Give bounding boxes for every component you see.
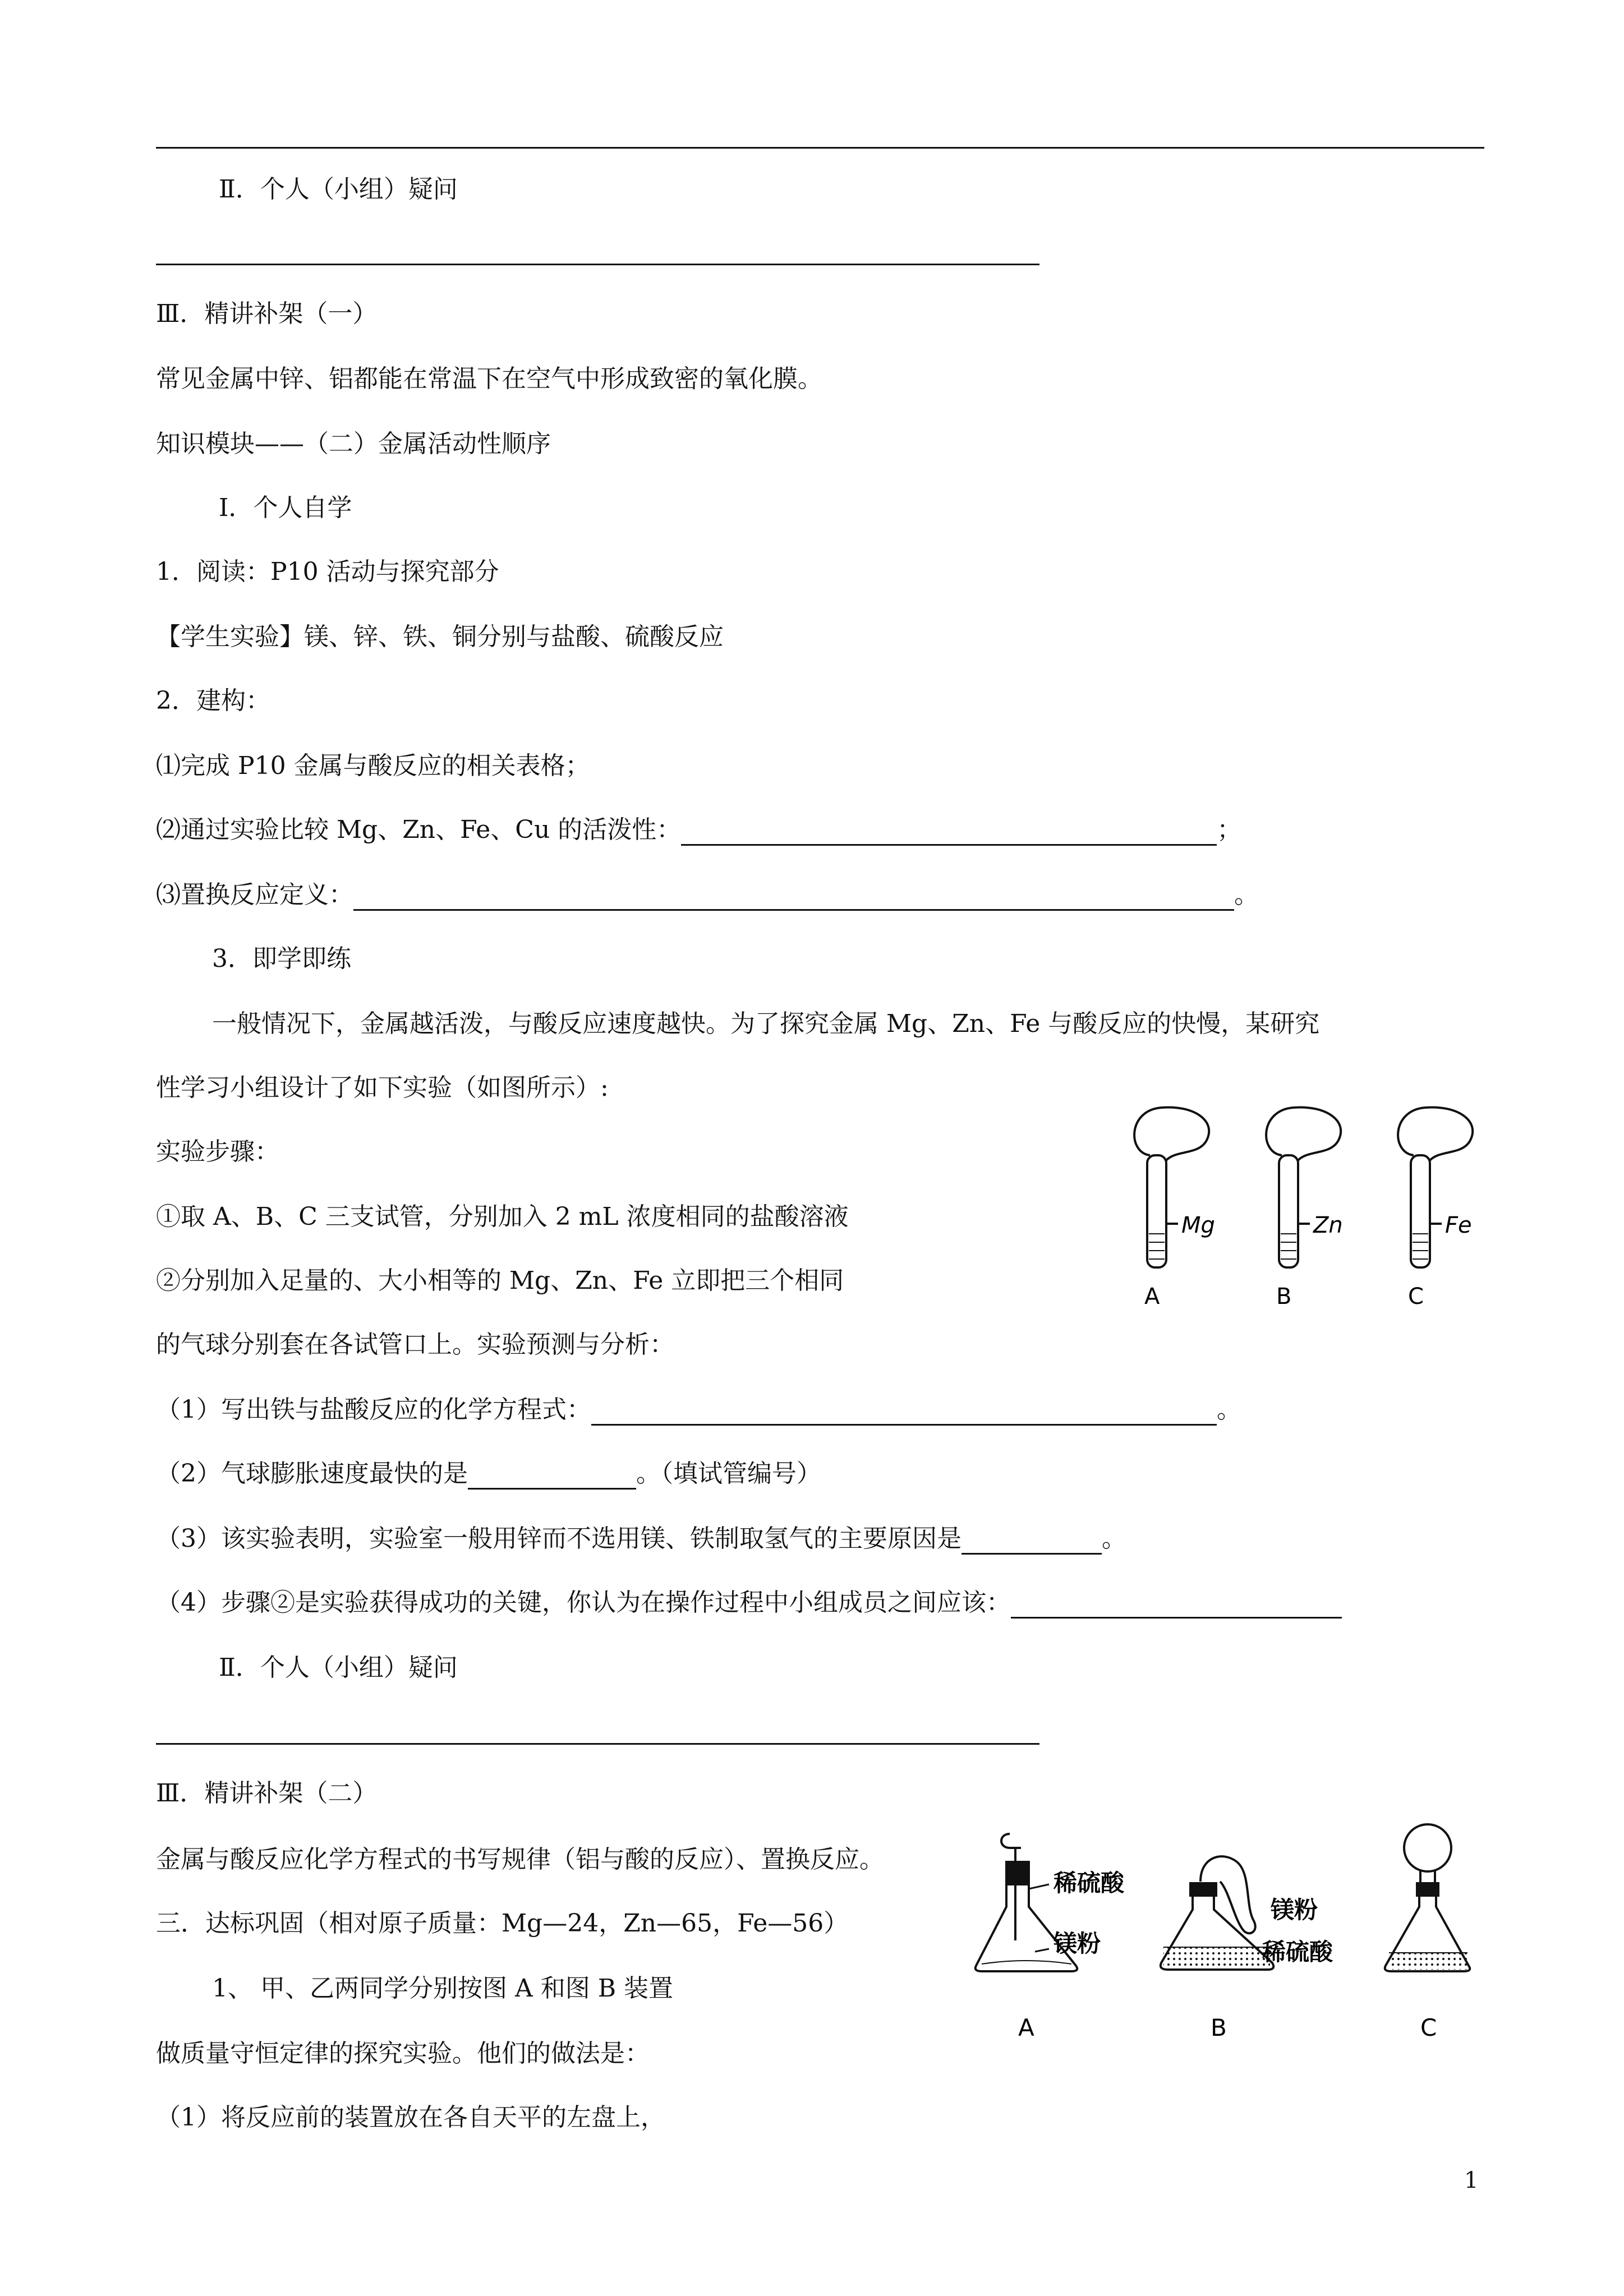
construct-item-3-end: 。 — [1234, 880, 1259, 909]
note-oxide-film: 常见金属中锌、铝都能在常温下在空气中形成致密的氧化膜。 — [156, 365, 822, 393]
section-heading-questions-2: Ⅱ．个人（小组）疑问 — [219, 1653, 458, 1682]
flask-letter-c: C — [1420, 2014, 1437, 2041]
section-heading-explain-1: Ⅲ．精讲补架（一） — [156, 299, 378, 328]
question-1-end: 。 — [1217, 1395, 1241, 1424]
question-4 — [156, 1587, 1342, 1619]
consolidation-item-1-step: （1）将反应前的装置放在各自天平的左盘上， — [156, 2103, 665, 2132]
flask-b-powder-label: 镁粉 — [1271, 1896, 1318, 1924]
page-number: 1 — [1464, 2168, 1479, 2193]
flask-b-acid-label: 稀硫酸 — [1262, 1938, 1333, 1966]
construct-item-1: ⑴完成 P10 金属与酸反应的相关表格； — [156, 751, 590, 780]
construct-item-3 — [156, 879, 1259, 911]
consolidation-title: 三．达标巩固（相对原子质量：Mg—24，Zn—65，Fe—56） — [156, 1909, 849, 1938]
consolidation-item-1: 1、 甲、乙两同学分别按图 A 和图 B 装置 — [212, 1974, 674, 2003]
section-heading-questions-1: Ⅱ．个人（小组）疑问 — [219, 175, 458, 204]
flask-letter-a: A — [1018, 2014, 1034, 2041]
cooperation-answer-blank[interactable] — [1011, 1594, 1342, 1619]
question-2 — [156, 1458, 821, 1490]
construct-item-2-end: ； — [1217, 815, 1242, 844]
header-rule — [156, 147, 1484, 149]
step-2: ②分别加入足量的、大小相等的 Mg、Zn、Fe 立即把三个相同 — [156, 1266, 844, 1295]
tube-letter-a: A — [1144, 1284, 1160, 1310]
read-instruction: 1．阅读：P10 活动与探究部分 — [156, 557, 499, 586]
flask-a-powder-label: 镁粉 — [1053, 1930, 1101, 1957]
practice-paragraph-line-1: 一般情况下，金属越活泼，与酸反应速度越快。为了探究金属 Mg、Zn、Fe 与酸反应的快慢，某研究 — [212, 1009, 1320, 1038]
step-2-continued: 的气球分别套在各试管口上。实验预测与分析： — [156, 1330, 674, 1359]
question-2-end: 。（填试管编号） — [636, 1459, 821, 1488]
self-study-heading: Ⅰ．个人自学 — [219, 494, 352, 522]
tube-letter-c: C — [1408, 1284, 1424, 1310]
flask-b-group — [1161, 1856, 1273, 1970]
definition-answer-blank[interactable] — [353, 887, 1234, 911]
test-tube-figure — [1122, 1099, 1526, 1312]
answer-line-questions-1 — [156, 264, 1039, 265]
flask-figure — [965, 1823, 1503, 2081]
balloon-c-icon — [1398, 1107, 1473, 1161]
flask-c-group — [1385, 1824, 1470, 1971]
question-3 — [156, 1523, 1126, 1555]
equation-answer-blank[interactable] — [591, 1401, 1217, 1426]
tube-label-zn: Zn — [1313, 1212, 1343, 1238]
construct-item-2 — [156, 814, 1241, 846]
section-heading-explain-2: Ⅲ．精讲补架（二） — [156, 1779, 378, 1808]
question-3-end: 。 — [1102, 1524, 1126, 1553]
activity-answer-blank[interactable] — [681, 822, 1217, 846]
question-1 — [156, 1394, 1241, 1426]
practice-paragraph-line-2: 性学习小组设计了如下实验（如图所示）: — [156, 1073, 609, 1102]
tube-label-fe: Fe — [1445, 1212, 1472, 1238]
tube-c-group — [1398, 1107, 1473, 1267]
flask-a-acid-label: 稀硫酸 — [1053, 1869, 1125, 1897]
balloon-a-icon — [1134, 1107, 1209, 1161]
question-4-text: （4）步骤②是实验获得成功的关键，你认为在操作过程中小组成员之间应该： — [156, 1588, 1011, 1617]
tube-b-group — [1266, 1107, 1341, 1267]
flask-letter-b: B — [1211, 2014, 1227, 2041]
note-reaction-rules: 金属与酸反应化学方程式的书写规律（铝与酸的反应）、置换反应。 — [156, 1845, 884, 1874]
steps-heading: 实验步骤： — [156, 1137, 279, 1166]
tube-a-group — [1134, 1107, 1209, 1267]
student-experiment: 【学生实验】镁、锌、铁、铜分别与盐酸、硫酸反应 — [156, 623, 724, 651]
module-title: 知识模块——（二）金属活动性顺序 — [156, 430, 551, 458]
flask-a-icon — [976, 1884, 1077, 1971]
tube-letter-b: B — [1276, 1284, 1292, 1310]
question-3-text: （3）该实验表明，实验室一般用锌而不选用镁、铁制取氢气的主要原因是 — [156, 1524, 961, 1553]
answer-line-questions-2 — [156, 1743, 1039, 1745]
question-2-text: （2）气球膨胀速度最快的是 — [156, 1459, 468, 1488]
construct-heading: 2．建构： — [156, 686, 270, 715]
fastest-balloon-blank[interactable] — [468, 1465, 636, 1490]
question-1-text: （1）写出铁与盐酸反应的化学方程式： — [156, 1395, 591, 1424]
funnel-a-icon — [1001, 1834, 1021, 1848]
consolidation-item-1-continued: 做质量守恒定律的探究实验。他们的做法是： — [156, 2039, 650, 2068]
step-1: ①取 A、B、C 三支试管，分别加入 2 mL 浓度相同的盐酸溶液 — [156, 1202, 849, 1231]
practice-heading: 3．即学即练 — [212, 944, 351, 973]
tube-label-mg: Mg — [1181, 1212, 1215, 1238]
construct-item-3-text: ⑶置换反应定义： — [156, 880, 353, 909]
reason-answer-blank[interactable] — [961, 1530, 1102, 1555]
construct-item-2-text: ⑵通过实验比较 Mg、Zn、Fe、Cu 的活泼性： — [156, 815, 682, 844]
balloon-c-flask-icon — [1404, 1824, 1451, 1871]
balloon-b-icon — [1266, 1107, 1341, 1161]
